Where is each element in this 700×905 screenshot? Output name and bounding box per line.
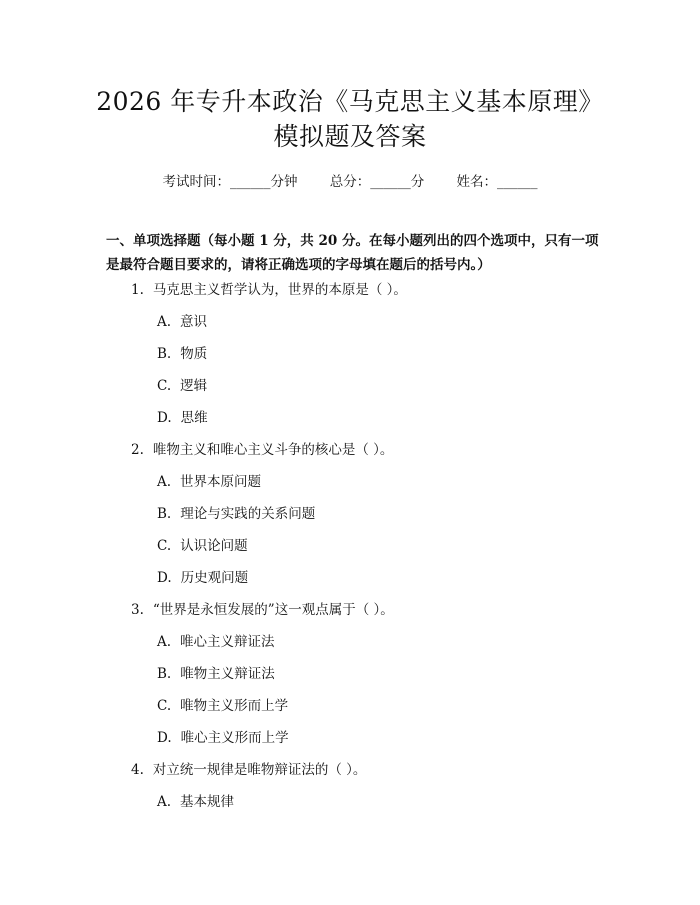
option-letter: B. [157, 666, 172, 682]
option-letter: D. [157, 730, 172, 746]
question-number: 4. [131, 762, 144, 778]
option-letter: A. [157, 314, 172, 330]
question-number: 1. [131, 282, 144, 298]
option-letter: C. [157, 378, 172, 394]
option-letter: B. [157, 506, 172, 522]
option-letter: C. [157, 538, 172, 554]
option-2c [157, 536, 248, 556]
option-3c [157, 696, 288, 716]
option-letter: C. [157, 698, 172, 714]
option-text: 物质 [180, 346, 208, 362]
total-score-field: 总分：______分 [329, 174, 425, 190]
option-text: 历史观问题 [180, 570, 249, 586]
option-letter: A. [157, 634, 172, 650]
option-letter: A. [157, 794, 172, 810]
option-3d [157, 728, 289, 748]
option-text: 基本规律 [180, 794, 235, 810]
exam-meta [0, 170, 700, 190]
option-text: 理论与实践的关系问题 [180, 506, 316, 522]
question-4 [131, 760, 366, 780]
option-text: 世界本原问题 [180, 474, 262, 490]
question-text: “世界是永恒发展的”这一观点属于（ ）。 [152, 602, 394, 618]
option-2a [157, 472, 261, 492]
question-text: 对立统一规律是唯物辩证法的（ ）。 [152, 762, 367, 778]
question-3 [131, 600, 394, 620]
page-title: 2026 年专升本政治《马克思主义基本原理》 [96, 87, 604, 116]
option-1a [157, 312, 207, 332]
question-1 [131, 280, 407, 300]
option-text: 唯心主义辩证法 [180, 634, 275, 650]
option-2b [157, 504, 315, 524]
option-4a [157, 792, 234, 812]
option-1c [157, 376, 207, 396]
section-heading: 一、单项选择题（每小题 1 分，共 20 分。在每小题列出的四个选项中，只有一项 [106, 233, 599, 249]
exam-time-field: 考试时间：______分钟 [162, 174, 298, 190]
option-text: 唯物主义辩证法 [180, 666, 275, 682]
page-subtitle: 模拟题及答案 [273, 122, 427, 151]
option-text: 逻辑 [180, 378, 208, 394]
option-1b [157, 344, 207, 364]
option-1d [157, 408, 208, 428]
option-3b [157, 664, 275, 684]
section-heading-cont: 是最符合题目要求的，请将正确选项的字母填在题后的括号内。） [106, 257, 491, 273]
option-letter: D. [157, 410, 172, 426]
option-text: 认识论问题 [180, 538, 248, 554]
option-letter: A. [157, 474, 172, 490]
question-number: 2. [131, 442, 144, 458]
option-3a [157, 632, 275, 652]
option-text: 唯心主义形而上学 [180, 730, 289, 746]
name-field: 姓名：______ [456, 174, 538, 190]
option-letter: D. [157, 570, 172, 586]
option-text: 思维 [180, 410, 208, 426]
question-text: 唯物主义和唯心主义斗争的核心是（ ）。 [152, 442, 394, 458]
option-text: 意识 [180, 314, 208, 330]
option-2d [157, 568, 248, 588]
question-2 [131, 440, 393, 460]
option-letter: B. [157, 346, 172, 362]
question-number: 3. [131, 602, 144, 618]
option-text: 唯物主义形而上学 [180, 698, 289, 714]
question-text: 马克思主义哲学认为，世界的本原是（ ）。 [152, 282, 407, 298]
